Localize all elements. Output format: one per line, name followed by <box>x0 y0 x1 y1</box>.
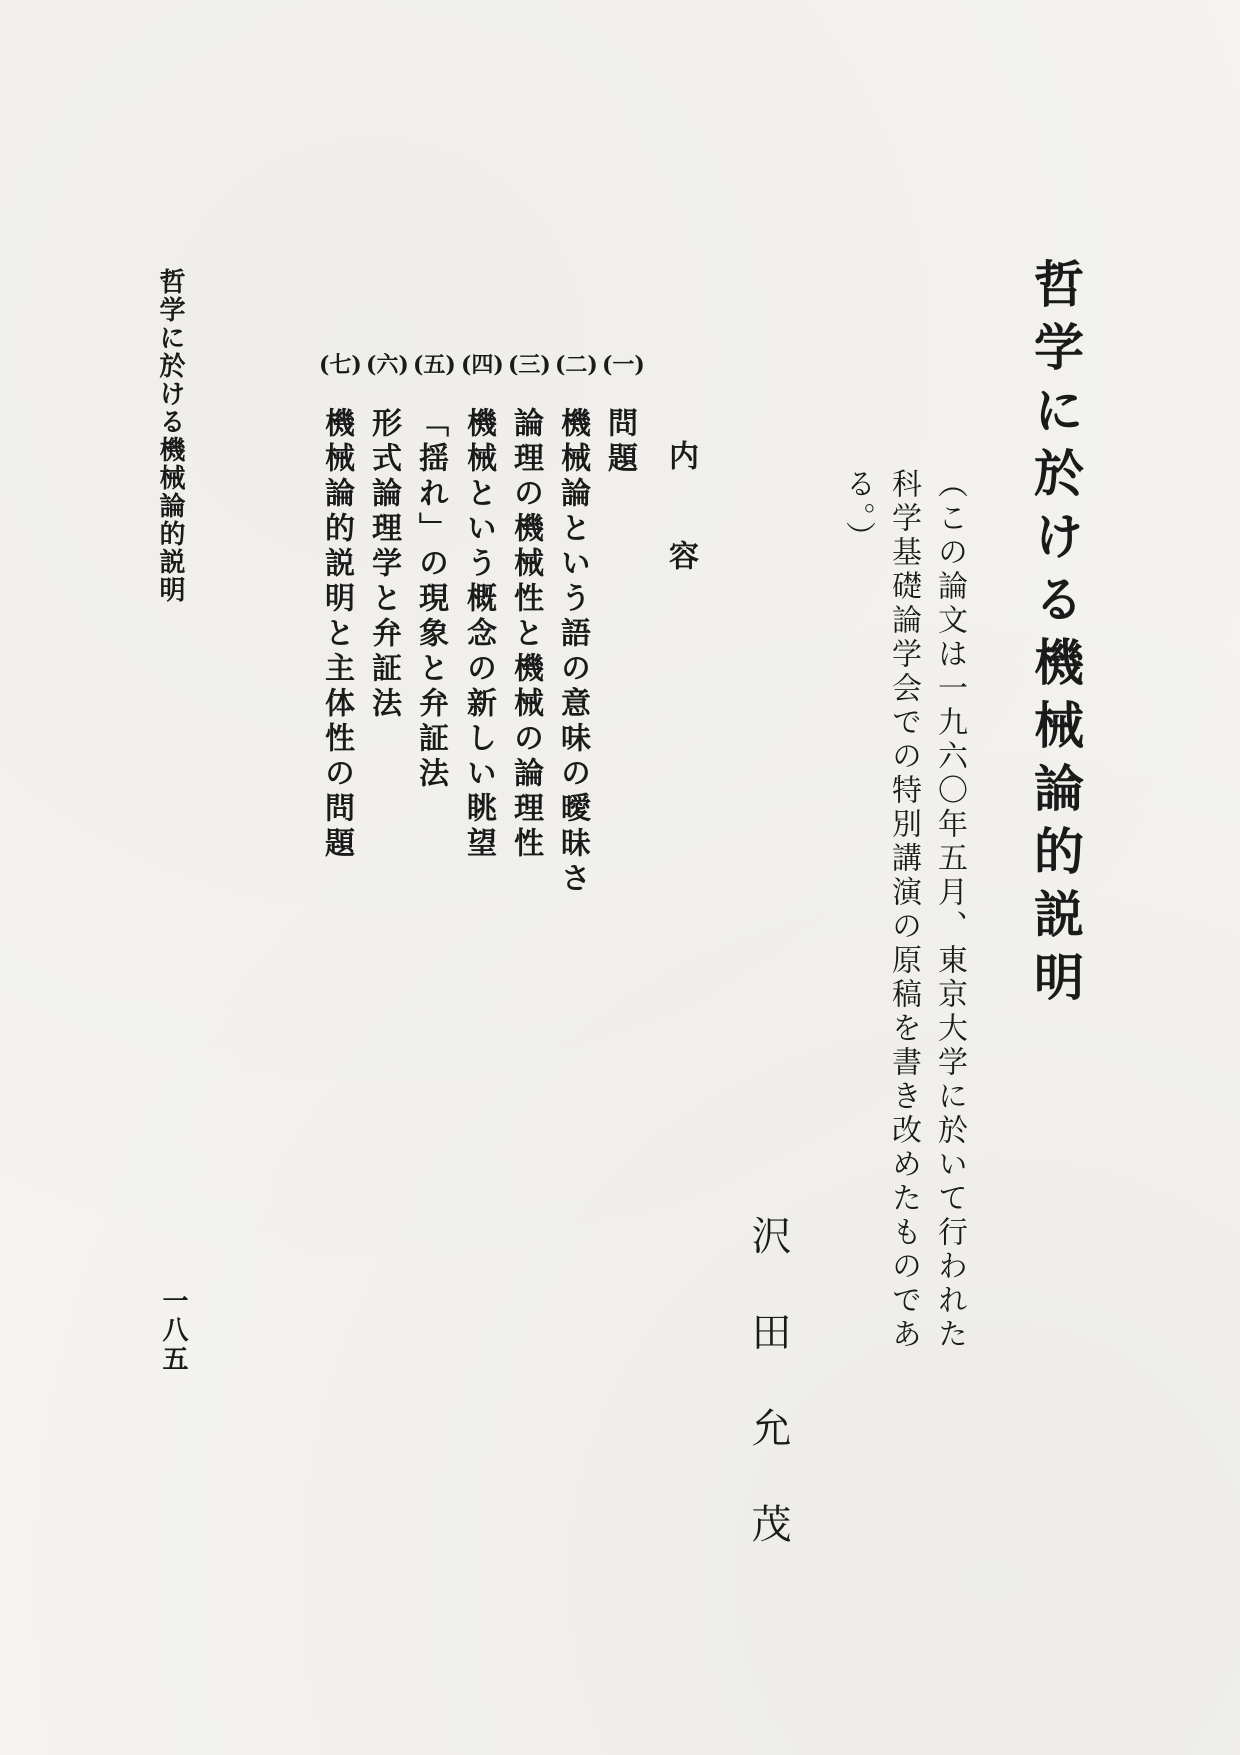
article-title: 哲学に於ける機械論的説明 <box>1026 258 1085 1014</box>
toc-item-label: 「揺れ」の現象と弁証法 <box>413 407 448 792</box>
toc-item-label: 機械という概念の新しい眺望 <box>461 407 496 862</box>
toc-item-number: (五) <box>413 352 456 378</box>
toc-heading: 内容 <box>663 440 698 640</box>
toc-item-number: (二) <box>555 352 598 378</box>
toc-item-label: 機械論という語の意味の曖昧さ <box>555 407 590 897</box>
page-number: 一八五 <box>158 1287 188 1374</box>
toc-item-number: (六) <box>366 352 409 378</box>
running-head: 哲学に於ける機械論的説明 <box>155 268 185 604</box>
toc-item-label: 機械論的説明と主体性の問題 <box>319 407 354 862</box>
toc-item-number: (七) <box>319 352 362 378</box>
toc-item-label: 論理の機械性と機械の論理性 <box>508 407 543 862</box>
toc-item-label: 形式論理学と弁証法 <box>366 407 401 722</box>
article-note: （この論文は一九六〇年五月、東京大学に於いて行われた科学基礎論学会での特別講演の原稿を書き改めたものである。） <box>840 468 967 1352</box>
toc-item-label: 問題 <box>602 407 637 477</box>
toc-item-number: (四) <box>461 352 504 378</box>
toc-item-number: (一) <box>602 352 645 378</box>
author-name: 沢田允茂 <box>745 1215 791 1599</box>
toc-item-number: (三) <box>508 352 551 378</box>
